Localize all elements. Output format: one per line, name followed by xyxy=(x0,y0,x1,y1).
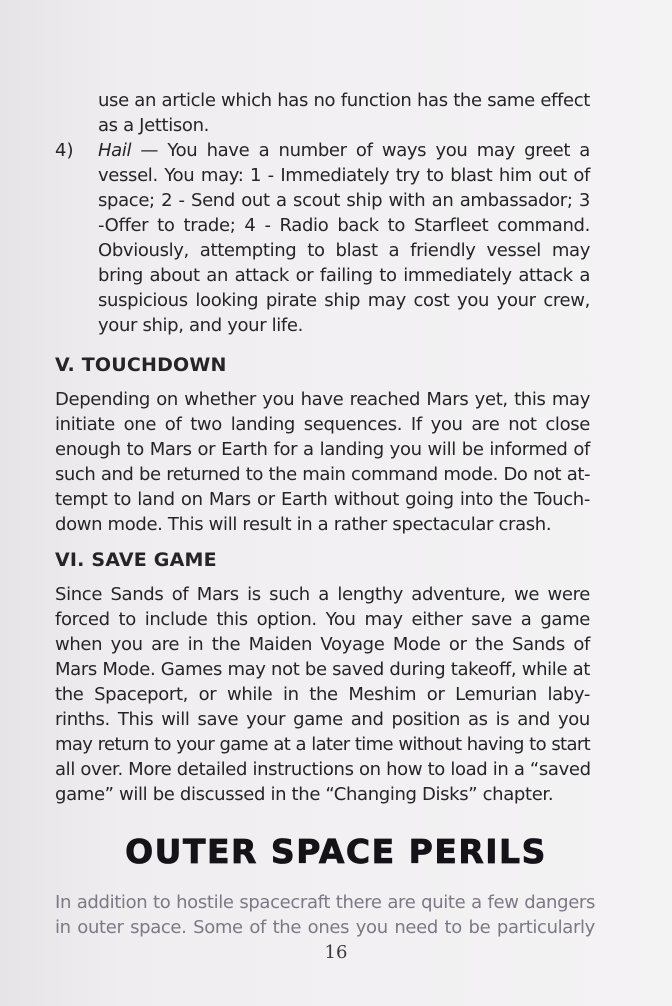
body-line: use an article which has no function has the same effect xyxy=(98,90,590,111)
body-line: space; 2 - Send out a scout ship with an ambassador; 3 xyxy=(98,190,590,211)
body-line: as a Jettison. xyxy=(98,115,210,136)
list-item-label: Hail xyxy=(98,140,132,161)
body-line: tempt to land on Mars or Earth without going into the Touch- xyxy=(55,489,590,510)
body-line: Mars Mode. Games may not be saved during takeoff, while at xyxy=(55,659,590,680)
body-line: rinths. This will save your game and position as is and you xyxy=(55,709,590,730)
body-line: game” will be discussed in the “Changing Disks” chapter. xyxy=(55,784,554,805)
list-item-text: — You have a number of ways you may greet a xyxy=(131,140,590,161)
body-line: Obviously, attempting to blast a friendly vessel may xyxy=(98,240,590,261)
body-line: all over. More detailed instructions on how to load in a “saved xyxy=(55,759,591,780)
body-line: suspicious looking pirate ship may cost you your crew, xyxy=(98,290,590,311)
body-line: in outer space. Some of the ones you need to be particularly xyxy=(55,917,595,938)
body-line: Since Sands of Mars is such a lengthy adventure, we were xyxy=(55,584,590,605)
body-line: enough to Mars or Earth for a landing you will be informed of xyxy=(55,439,590,460)
body-line: such and be returned to the main command mode. Do not at- xyxy=(55,464,590,485)
body-line: vessel. You may: 1 - Immediately try to blast him out of xyxy=(98,165,590,186)
body-line: forced to include this option. You may either save a game xyxy=(55,609,590,630)
body-line: may return to your game at a later time without having to start xyxy=(55,734,590,755)
chapter-title: OUTER SPACE PERILS xyxy=(125,832,547,871)
body-line: bring about an attack or failing to immediately attack a xyxy=(98,265,590,286)
body-line: when you are in the Maiden Voyage Mode or the Sands of xyxy=(55,634,590,655)
body-line: down mode. This will result in a rather spectacular crash. xyxy=(55,514,552,535)
body-line: the Spaceport, or while in the Meshim or Lemurian laby- xyxy=(55,684,590,705)
body-line: Depending on whether you have reached Mars yet, this may xyxy=(55,389,590,410)
body-line: -Offer to trade; 4 - Radio back to Starfleet command. xyxy=(98,215,590,236)
section-heading-save-game: VI. SAVE GAME xyxy=(55,549,217,571)
body-line: your ship, and your life. xyxy=(98,315,304,336)
list-item-first-line xyxy=(98,140,590,162)
list-item-number: 4) xyxy=(55,140,74,161)
body-line: initiate one of two landing sequences. If you are not close xyxy=(55,414,590,435)
body-line: In addition to hostile spacecraft there are quite a few dangers xyxy=(55,892,595,913)
section-heading-touchdown: V. TOUCHDOWN xyxy=(55,354,227,376)
page-number: 16 xyxy=(324,942,348,963)
